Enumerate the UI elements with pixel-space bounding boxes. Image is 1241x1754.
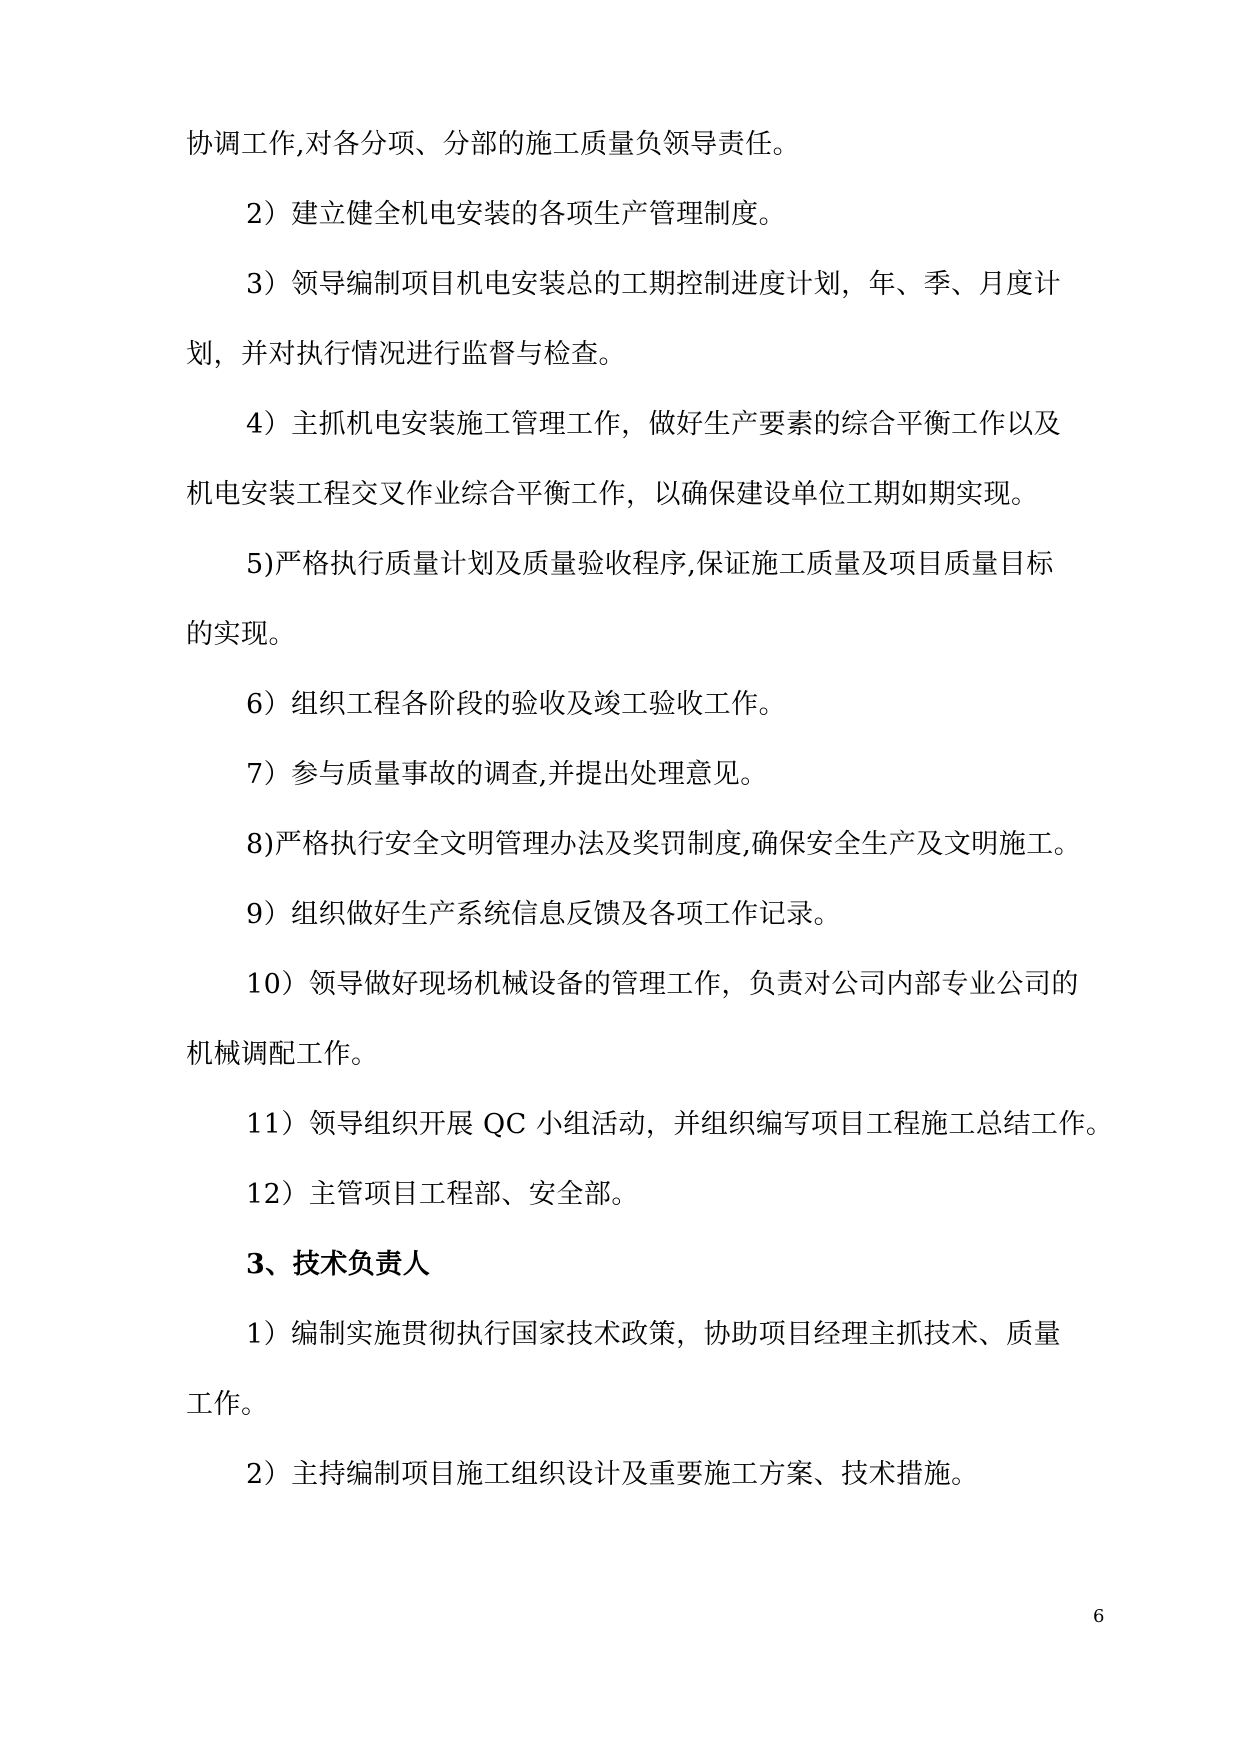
paragraph-14-line-2: 工作。 (186, 1389, 269, 1420)
paragraph-2-line-1: 2）建立健全机电安装的各项生产管理制度。 (246, 199, 787, 230)
paragraph-14-line-1: 1）编制实施贯彻执行国家技术政策，协助项目经理主抓技术、质量 (246, 1319, 1062, 1350)
paragraph-4-line-2: 机电安装工程交叉作业综合平衡工作，以确保建设单位工期如期实现。 (186, 479, 1039, 510)
paragraph-6-line-1: 6）组织工程各阶段的验收及竣工验收工作。 (246, 689, 787, 720)
paragraph-10-line-2: 机械调配工作。 (186, 1039, 379, 1070)
paragraph-11-line-1: 11）领导组织开展 QC 小组活动，并组织编写项目工程施工总结工作。 (246, 1109, 1114, 1140)
paragraph-12-line-1: 12）主管项目工程部、安全部。 (246, 1179, 639, 1210)
page-number: 6 (1093, 1606, 1105, 1627)
paragraph-7-line-1: 7）参与质量事故的调查,并提出处理意见。 (246, 759, 768, 790)
paragraph-4-line-1: 4）主抓机电安装施工管理工作，做好生产要素的综合平衡工作以及 (246, 409, 1062, 440)
paragraph-1-line-1: 协调工作,对各分项、分部的施工质量负领导责任。 (186, 129, 801, 160)
paragraph-5-line-1: 5)严格执行质量计划及质量验收程序,保证施工质量及项目质量目标 (246, 549, 1054, 580)
paragraph-5-line-2: 的实现。 (186, 619, 296, 650)
paragraph-8-line-1: 8)严格执行安全文明管理办法及奖罚制度,确保安全生产及文明施工。 (246, 829, 1082, 860)
paragraph-9-line-1: 9）组织做好生产系统信息反馈及各项工作记录。 (246, 899, 842, 930)
section-heading: 3、技术负责人 (246, 1249, 431, 1280)
paragraph-3-line-1: 3）领导编制项目机电安装总的工期控制进度计划，年、季、月度计 (246, 269, 1062, 300)
paragraph-3-line-2: 划，并对执行情况进行监督与检查。 (186, 339, 626, 370)
paragraph-10-line-1: 10）领导做好现场机械设备的管理工作，负责对公司内部专业公司的 (246, 969, 1079, 1000)
paragraph-15-line-1: 2）主持编制项目施工组织设计及重要施工方案、技术措施。 (246, 1459, 979, 1490)
